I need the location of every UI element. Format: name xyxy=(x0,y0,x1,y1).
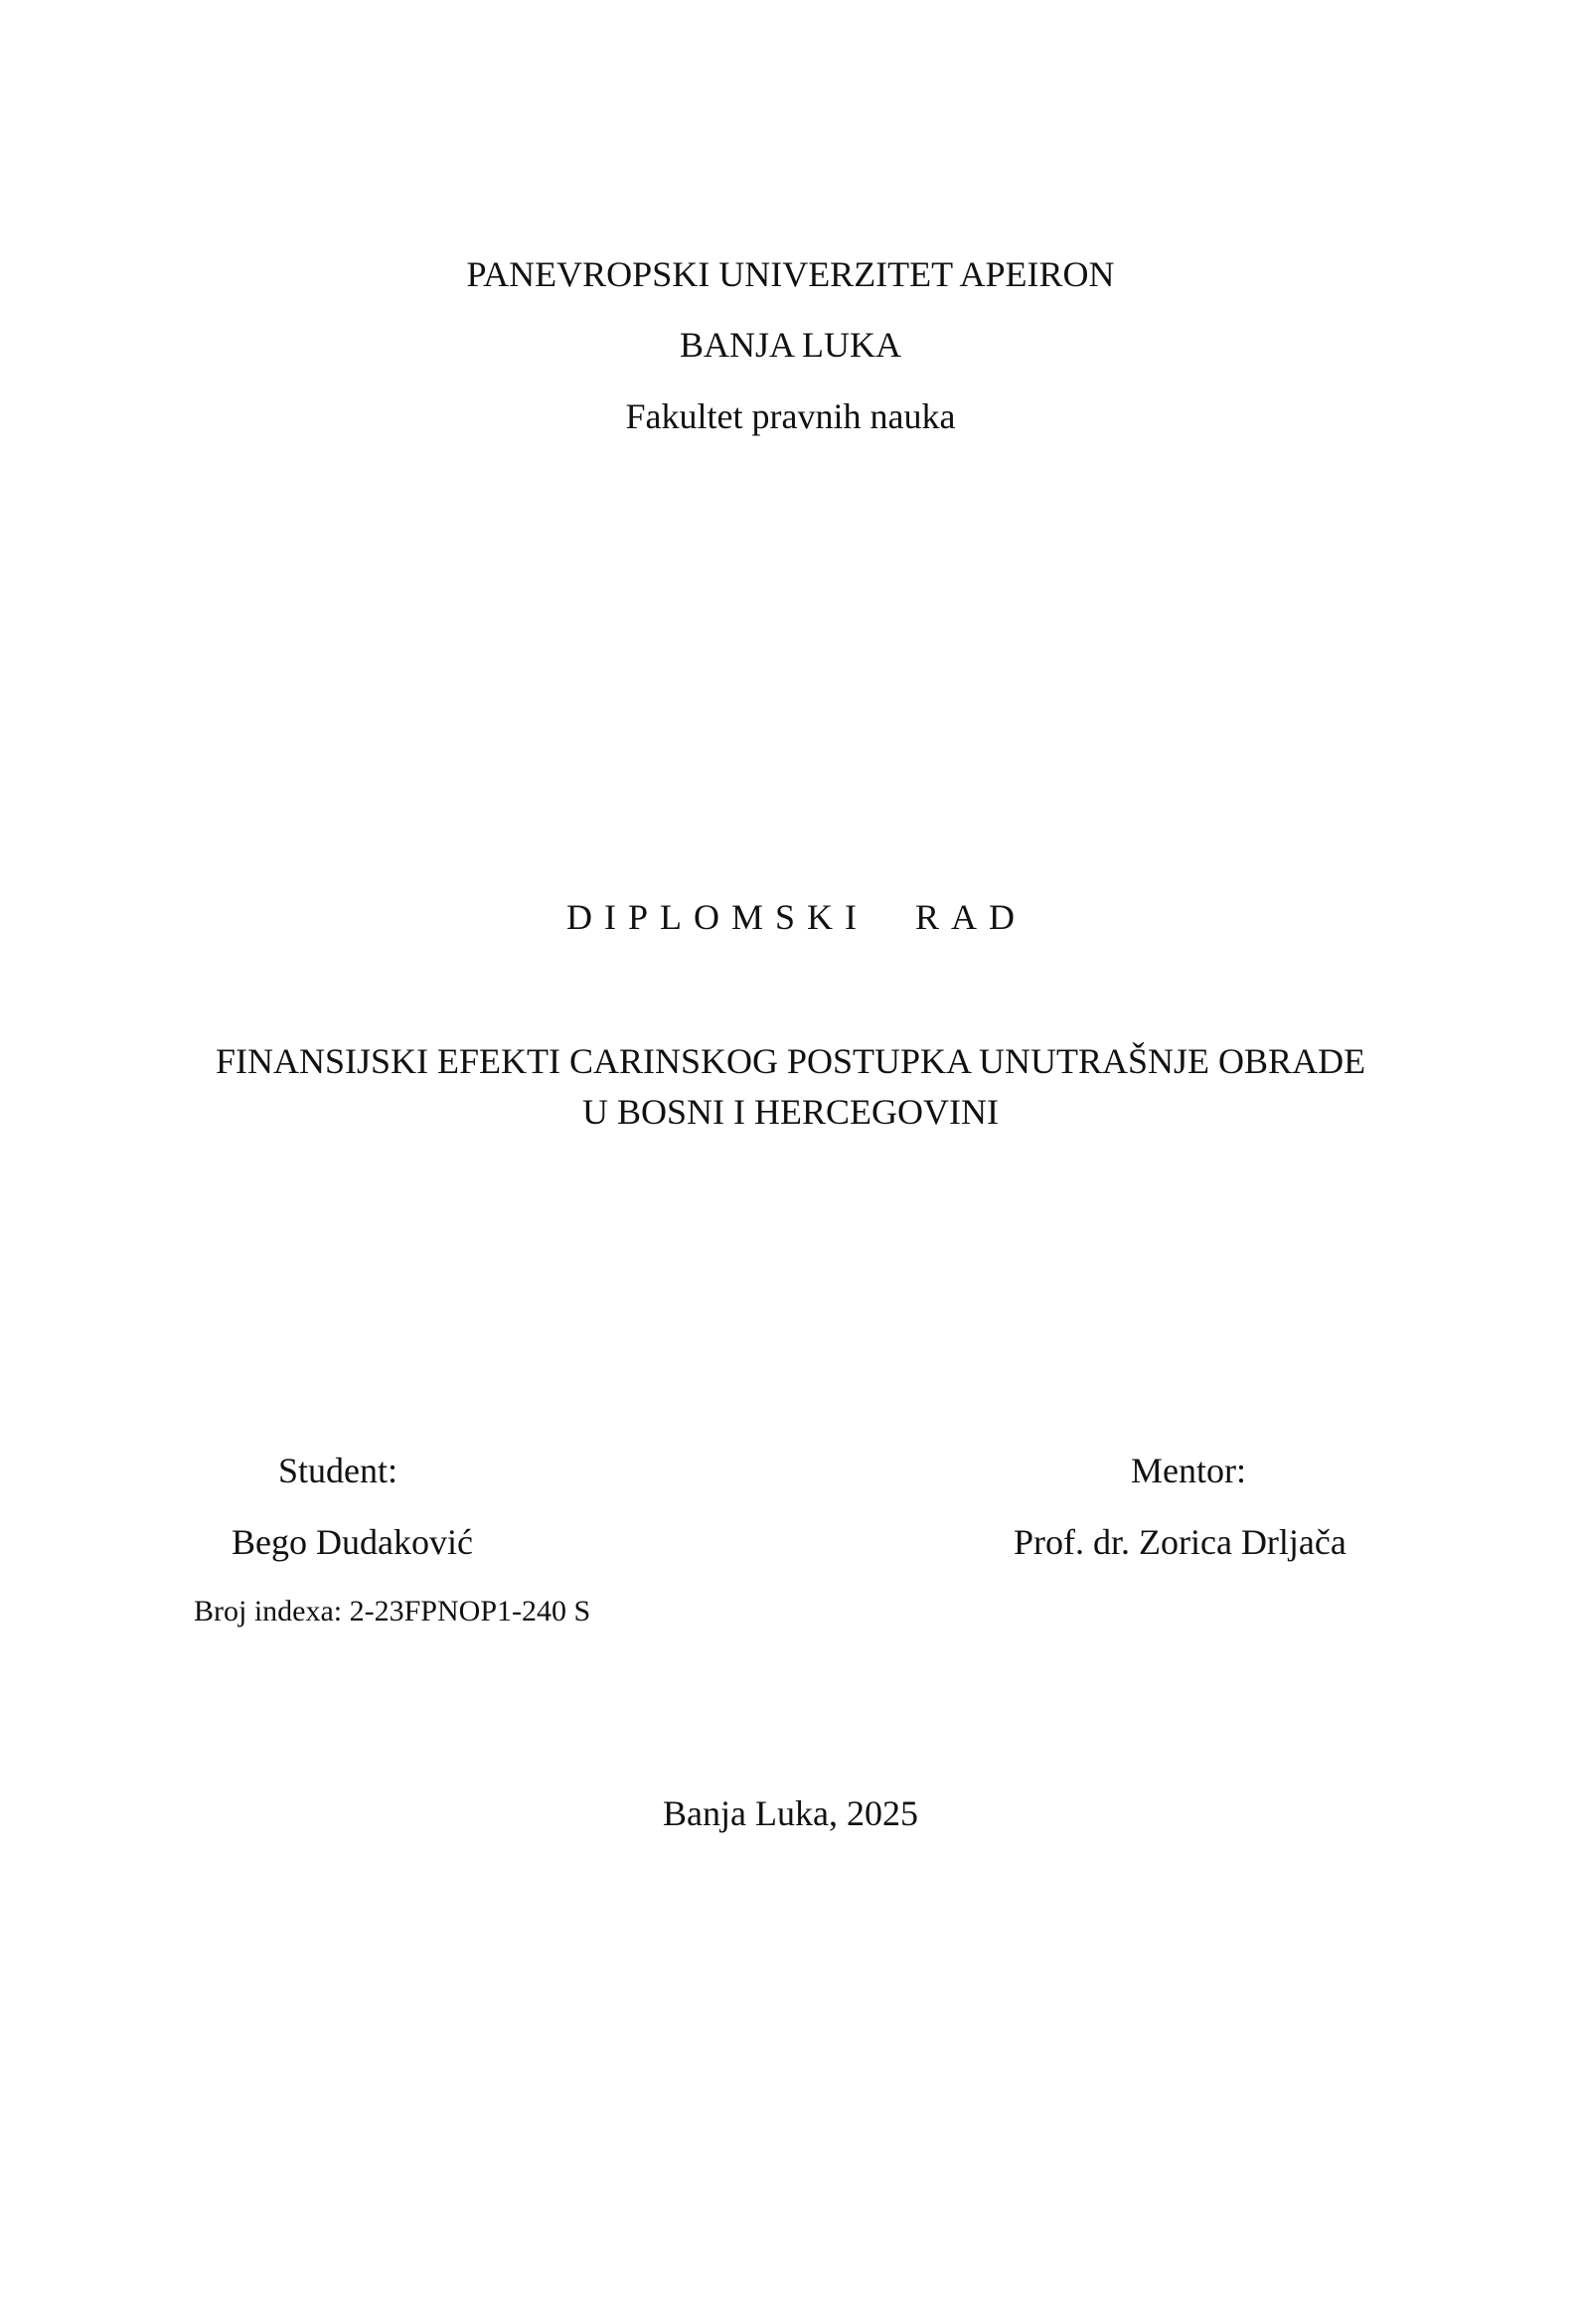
university-city: BANJA LUKA xyxy=(679,325,901,365)
document-type-heading: DIPLOMSKI RAD xyxy=(565,897,1028,937)
university-name: PANEVROPSKI UNIVERZITET APEIRON xyxy=(466,254,1115,294)
faculty-name: Fakultet pravnih nauka xyxy=(625,396,956,436)
student-name: Bego Dudaković xyxy=(232,1522,473,1562)
thesis-title-line-1: FINANSIJSKI EFEKTI CARINSKOG POSTUPKA UNUTRAŠNJE OBRADE xyxy=(215,1041,1366,1081)
mentor-label: Mentor: xyxy=(1131,1451,1246,1490)
place-and-year: Banja Luka, 2025 xyxy=(663,1793,918,1833)
mentor-name: Prof. dr. Zorica Drljača xyxy=(1014,1522,1346,1562)
student-label: Student: xyxy=(278,1451,398,1490)
thesis-title-line-2: U BOSNI I HERCEGOVINI xyxy=(582,1092,999,1132)
student-index-number: Broj indexa: 2-23FPNOP1-240 S xyxy=(194,1595,591,1627)
